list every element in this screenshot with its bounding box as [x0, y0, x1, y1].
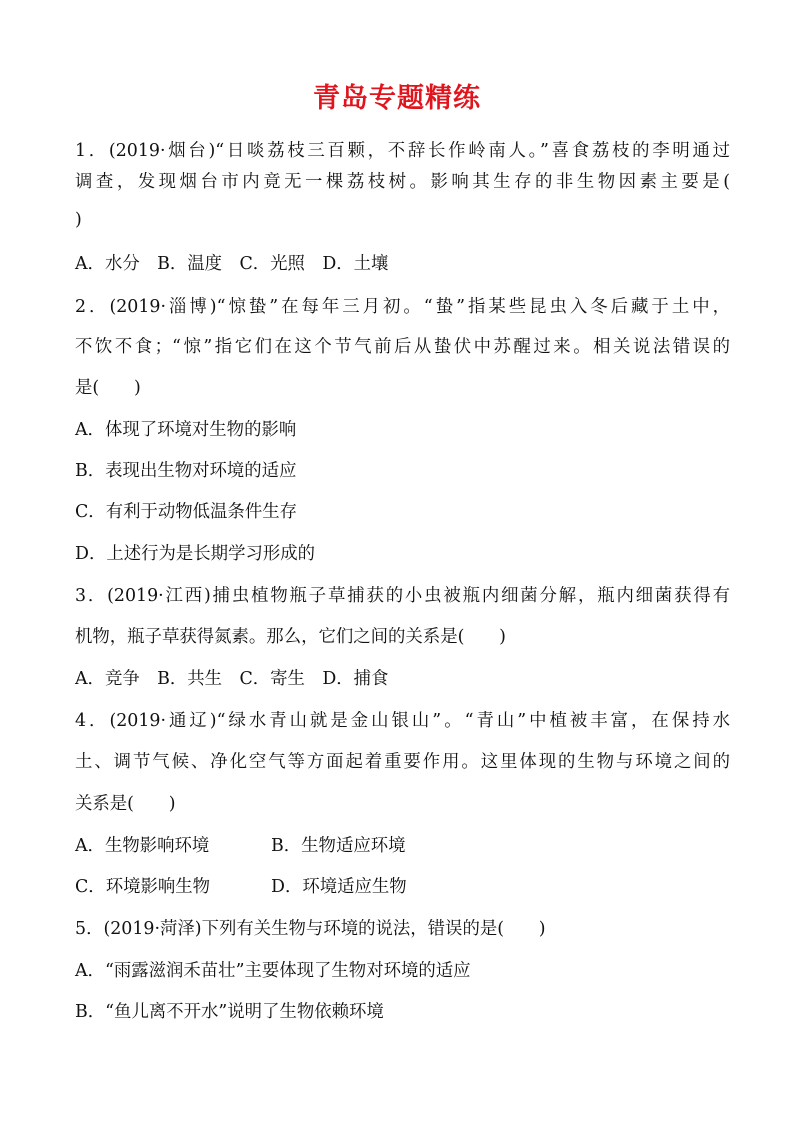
- q5-option-a: A．“雨露滋润禾苗壮”主要体现了生物对环境的适应: [75, 961, 471, 981]
- q4-stem-line-1: 4．(2019·通辽)“绿水青山就是金山银山”。“青山”中植被丰富，在保持水: [75, 711, 730, 731]
- q3-options: A．竞争 B．共生 C．寄生 D．捕食: [75, 669, 389, 689]
- q1-stem-line-1: 1．(2019·烟台)“日啖荔枝三百颗，不辞长作岭南人。”喜食荔枝的李明通过: [75, 141, 730, 161]
- q2-stem-line-2: 不饮不食；“惊”指它们在这个节气前后从蛰伏中苏醒过来。相关说法错误的: [75, 337, 730, 357]
- page-title: 青岛专题精练: [313, 83, 481, 114]
- q1-options: A．水分 B．温度 C．光照 D．土壤: [75, 254, 389, 274]
- q5-option-b: B．“鱼儿离不开水”说明了生物依赖环境: [75, 1002, 384, 1022]
- q5-stem-line-1: 5．(2019·菏泽)下列有关生物与环境的说法，错误的是( ): [75, 919, 546, 939]
- q1-stem-line-3: ): [75, 210, 82, 230]
- q4-option-c: C．环境影响生物: [75, 877, 211, 897]
- q3-stem-line-2: 机物，瓶子草获得氮素。那么，它们之间的关系是( ): [75, 627, 506, 647]
- q4-stem-line-3: 关系是( ): [75, 794, 176, 814]
- q4-option-d: D．环境适应生物: [271, 877, 407, 897]
- q4-stem-line-2: 土、调节气候、净化空气等方面起着重要作用。这里体现的生物与环境之间的: [75, 752, 730, 772]
- q2-option-c: C．有利于动物低温条件生存: [75, 502, 297, 522]
- q3-stem-line-1: 3．(2019·江西)捕虫植物瓶子草捕获的小虫被瓶内细菌分解，瓶内细菌获得有: [75, 586, 730, 606]
- q1-stem-line-2: 调查，发现烟台市内竟无一棵荔枝树。影响其生存的非生物因素主要是(: [75, 172, 730, 192]
- q4-option-b: B．生物适应环境: [271, 836, 406, 856]
- q2-stem-line-3: 是( ): [75, 378, 141, 398]
- q2-option-d: D．上述行为是长期学习形成的: [75, 544, 316, 564]
- q2-option-a: A．体现了环境对生物的影响: [75, 420, 297, 440]
- q4-options-row-1: [75, 835, 730, 857]
- q4-options-row-2: [75, 876, 730, 898]
- q4-option-a: A．生物影响环境: [75, 836, 210, 856]
- q2-stem-line-1: 2．(2019·淄博)“惊蛰”在每年三月初。“蛰”指某些昆虫入冬后藏于土中，: [75, 297, 730, 317]
- q2-option-b: B．表现出生物对环境的适应: [75, 461, 297, 481]
